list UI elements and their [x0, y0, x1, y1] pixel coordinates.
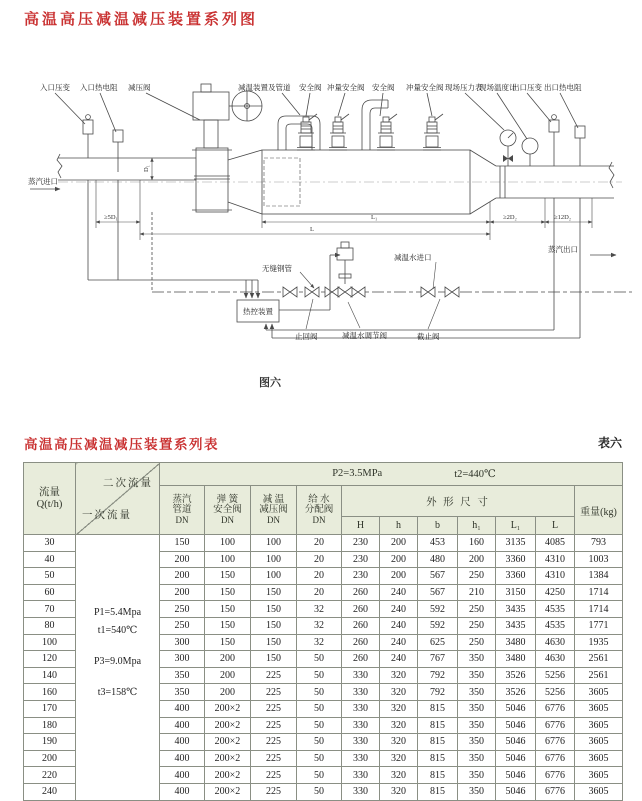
table-cell-value: 320 [380, 684, 418, 701]
flow-q-value: 50 [24, 568, 76, 585]
table-cell-value: 160 [458, 535, 496, 552]
table-cell-value: 250 [458, 568, 496, 585]
label-impulse-safety-valve-2: 冲量安全阀 [406, 83, 444, 92]
table-cell-value: 200×2 [205, 700, 251, 717]
table-cell-value: 767 [418, 651, 458, 668]
table-cell-value: 3605 [575, 717, 623, 734]
table-cell-value: 5046 [496, 717, 536, 734]
table-cell-value: 100 [251, 535, 297, 552]
table-cell-value: 50 [297, 651, 342, 668]
col-header-spring-safety-valve-dn: 弹 簧 安全阀 DN [205, 486, 251, 535]
label-outlet-pressure-transmitter: 出口压变 [512, 83, 542, 92]
site-pressure-gauge-symbol [465, 93, 516, 166]
table-cell-value: 320 [380, 717, 418, 734]
col-header-h: h [380, 517, 418, 535]
table-cell-value: 1384 [575, 568, 623, 585]
table-cell-value: 330 [342, 750, 380, 767]
table-cell-value: 200 [205, 651, 251, 668]
table-cell-value: 20 [297, 584, 342, 601]
table-cell-value: 330 [342, 667, 380, 684]
table-cell-value: 200 [380, 535, 418, 552]
inlet-pressure-transmitter-symbol [55, 93, 93, 158]
water-regulating-valve-symbol [337, 242, 353, 297]
flow-q-value: 160 [24, 684, 76, 701]
table-cell-value: 625 [418, 634, 458, 651]
flow-q-value: 180 [24, 717, 76, 734]
table-cell-value: 330 [342, 717, 380, 734]
table-cell-value: 330 [342, 767, 380, 784]
table-cell-value: 6776 [536, 750, 575, 767]
table-cell-value: 50 [297, 783, 342, 800]
table-cell-value: 792 [418, 684, 458, 701]
table-cell-value: 250 [160, 617, 205, 634]
table-cell-value: 6776 [536, 734, 575, 751]
table-cell-value: 100 [205, 535, 251, 552]
table-cell-value: 5046 [496, 783, 536, 800]
table-cell-value: 3480 [496, 634, 536, 651]
table-cell-value: 815 [418, 700, 458, 717]
table-cell-value: 225 [251, 734, 297, 751]
table-cell-value: 240 [380, 651, 418, 668]
label-thermal-control-device: 热控装置 [243, 307, 273, 316]
table-cell-value: 210 [458, 584, 496, 601]
table-cell-value: 250 [458, 601, 496, 618]
table-cell-value: 200×2 [205, 783, 251, 800]
table-cell-value: 3435 [496, 601, 536, 618]
table-cell-value: 815 [418, 734, 458, 751]
table-cell-value: 225 [251, 667, 297, 684]
table-cell-value: 240 [380, 634, 418, 651]
table-cell-value: 5256 [536, 667, 575, 684]
table-cell-value: 567 [418, 584, 458, 601]
table-cell-value: 350 [458, 783, 496, 800]
table-cell-value: 260 [342, 617, 380, 634]
label-safety-valve-1: 安全阀 [299, 83, 322, 92]
table-cell-value: 330 [342, 783, 380, 800]
primary-param: t3=158℃ [97, 687, 138, 699]
table-cell-value: 225 [251, 767, 297, 784]
table-title-row [24, 433, 622, 451]
table-cell-value: 4250 [536, 584, 575, 601]
label-pressure-reducing-valve: 减压阀 [128, 83, 151, 92]
safety-valve-1-symbol [297, 93, 317, 150]
table-cell-value: 150 [205, 584, 251, 601]
figure-caption: 图六 [259, 377, 281, 389]
table-cell-value: 6776 [536, 783, 575, 800]
table-cell-value: 3360 [496, 551, 536, 568]
table-cell-value: 3605 [575, 684, 623, 701]
label-steam-inlet: 蒸汽进口 [28, 177, 58, 186]
table-cell-value: 150 [251, 601, 297, 618]
table-cell-value: 792 [418, 667, 458, 684]
t2-condition: t2=440℃ [454, 469, 496, 480]
dim-inlet-5d: ≥5D₁ [104, 214, 118, 221]
flow-q-value: 40 [24, 551, 76, 568]
table-cell-value: 230 [342, 568, 380, 585]
table-cell-value: 350 [458, 734, 496, 751]
table-cell-value: 200 [205, 684, 251, 701]
table-cell-value: 2561 [575, 651, 623, 668]
table-cell-value: 400 [160, 750, 205, 767]
table-cell-value: 200 [160, 584, 205, 601]
label-steam-outlet: 蒸汽出口 [548, 245, 578, 254]
table-cell-value: 3435 [496, 617, 536, 634]
table-cell-value: 225 [251, 684, 297, 701]
table-cell-value: 150 [205, 634, 251, 651]
table-cell-value: 3605 [575, 783, 623, 800]
table-cell-value: 150 [251, 651, 297, 668]
safety-valve-2-symbol [362, 93, 397, 150]
table-cell-value: 4310 [536, 568, 575, 585]
flow-q-value: 60 [24, 584, 76, 601]
label-impulse-safety-valve-1: 冲量安全阀 [327, 83, 365, 92]
table-cell-value: 230 [342, 535, 380, 552]
flow-q-value: 170 [24, 700, 76, 717]
table-cell-value: 20 [297, 535, 342, 552]
table-cell-value: 453 [418, 535, 458, 552]
label-seamless-pipe: 无缝钢管 [262, 264, 292, 273]
table-cell-value: 260 [342, 601, 380, 618]
water-line-valves [283, 287, 459, 297]
dimension-lines [96, 158, 592, 240]
table-cell-value: 150 [205, 601, 251, 618]
table-tag: 表六 [597, 436, 622, 450]
label-check-valve: 止回阀 [295, 332, 318, 341]
table-cell-value: 200 [458, 551, 496, 568]
table-cell-value: 3605 [575, 750, 623, 767]
table-cell-value: 400 [160, 717, 205, 734]
flow-header-line2: Q(t/h) [36, 498, 63, 510]
table-cell-value: 3480 [496, 651, 536, 668]
table-cell-value: 50 [297, 717, 342, 734]
table-cell-value: 100 [251, 551, 297, 568]
table-cell-value: 150 [205, 568, 251, 585]
table-cell-value: 6776 [536, 717, 575, 734]
table-cell-value: 480 [418, 551, 458, 568]
table-title: 高温高压减温减压装置系列表 [24, 437, 219, 452]
table-cell-value: 3526 [496, 684, 536, 701]
outlet-rtd-symbol [560, 93, 585, 166]
table-cell-value: 350 [160, 684, 205, 701]
table-cell-value: 150 [205, 617, 251, 634]
table-cell-value: 1714 [575, 601, 623, 618]
table-cell-value: 815 [418, 767, 458, 784]
table-cell-value: 320 [380, 783, 418, 800]
table-cell-value: 4310 [536, 551, 575, 568]
inlet-rtd-symbol [100, 93, 123, 172]
dim-pipe-d1: D₁ [143, 165, 150, 172]
diagram-svg [0, 62, 642, 372]
table-cell-value: 4535 [536, 601, 575, 618]
table-cell-value: 320 [380, 767, 418, 784]
table-cell-value: 1714 [575, 584, 623, 601]
table-cell-value: 50 [297, 667, 342, 684]
condition-header [160, 463, 623, 486]
table-cell-value: 5256 [536, 684, 575, 701]
flow-q-value: 30 [24, 535, 76, 552]
label-site-pressure-gauge: 现场压力表 [445, 83, 483, 92]
primary-param: t1=540℃ [97, 625, 138, 637]
table-cell-value: 1771 [575, 617, 623, 634]
table-cell-value: 150 [160, 535, 205, 552]
series-table [23, 462, 623, 801]
table-cell-value: 3135 [496, 535, 536, 552]
table-cell-value: 815 [418, 717, 458, 734]
secondary-flow-label: 二次流量 [103, 478, 153, 489]
table-cell-value: 240 [380, 617, 418, 634]
table-cell-value: 240 [380, 601, 418, 618]
table-cell-value: 3605 [575, 700, 623, 717]
col-header-b: b [418, 517, 458, 535]
p2-condition: P2=3.5MPa [332, 468, 383, 479]
table-cell-value: 225 [251, 750, 297, 767]
col-group-outline-dimensions: 外 形 尺 寸 [342, 486, 575, 517]
col-header-reducing-valve-dn: 减 温 减压阀 DN [251, 486, 297, 535]
table-cell-value: 200×2 [205, 717, 251, 734]
table-cell-value: 150 [251, 634, 297, 651]
impulse-safety-valve-1-symbol [329, 93, 349, 150]
flow-q-value: 200 [24, 750, 76, 767]
table-cell-value: 2561 [575, 667, 623, 684]
dim-l1: L₁ [371, 214, 378, 221]
table-cell-value: 5046 [496, 767, 536, 784]
table-cell-value: 250 [458, 617, 496, 634]
table-cell-value: 6776 [536, 700, 575, 717]
flow-q-value: 240 [24, 783, 76, 800]
table-cell-value: 200 [380, 551, 418, 568]
pressure-reducing-valve-symbol [146, 84, 262, 212]
table-cell-value: 250 [160, 601, 205, 618]
outlet-pressure-transmitter-symbol [527, 93, 559, 166]
dim-l: L [310, 226, 314, 233]
label-inlet-pressure-transmitter: 入口压变 [40, 83, 70, 92]
table-row [24, 535, 623, 552]
desuperheater-piping-symbol [278, 93, 320, 150]
table-cell-value: 320 [380, 750, 418, 767]
flow-q-value: 220 [24, 767, 76, 784]
table-cell-value: 400 [160, 767, 205, 784]
table-cell-value: 230 [342, 551, 380, 568]
table-cell-value: 240 [380, 584, 418, 601]
primary-param: P1=5.4Mpa [93, 607, 142, 619]
col-header-h1: h₁ [458, 517, 496, 535]
table-cell-value: 32 [297, 601, 342, 618]
table-cell-value: 400 [160, 734, 205, 751]
label-water-inlet: 减温水进口 [394, 253, 432, 262]
table-cell-value: 400 [160, 700, 205, 717]
label-stop-valve: 截止阀 [417, 332, 440, 341]
table-cell-value: 567 [418, 568, 458, 585]
label-water-regulating-valve: 减温水调节阀 [342, 331, 387, 340]
table-cell-value: 6776 [536, 767, 575, 784]
col-header-weight: 重量(kg) [575, 486, 623, 535]
table-cell-value: 320 [380, 700, 418, 717]
table-cell-value: 20 [297, 551, 342, 568]
table-cell-value: 200 [160, 568, 205, 585]
label-safety-valve-2: 安全阀 [372, 83, 395, 92]
table-cell-value: 592 [418, 617, 458, 634]
flow-q-value: 140 [24, 667, 76, 684]
table-cell-value: 350 [458, 651, 496, 668]
table-cell-value: 300 [160, 651, 205, 668]
table-cell-value: 32 [297, 617, 342, 634]
table-cell-value: 200 [380, 568, 418, 585]
table-cell-value: 200 [205, 667, 251, 684]
label-desuperheater-piping: 减温装置及管道 [238, 83, 291, 92]
flow-q-value: 100 [24, 634, 76, 651]
table-cell-value: 5046 [496, 700, 536, 717]
table-cell-value: 330 [342, 700, 380, 717]
table-cell-value: 20 [297, 568, 342, 585]
col-header-L1: L₁ [496, 517, 536, 535]
table-cell-value: 200×2 [205, 767, 251, 784]
table-cell-value: 4535 [536, 617, 575, 634]
table-cell-value: 350 [458, 750, 496, 767]
table-cell-value: 5046 [496, 750, 536, 767]
label-site-thermometer: 现场温度计 [479, 83, 517, 92]
flow-header-line1: 流量 [39, 486, 60, 498]
dim-outlet-12d: ≥12D₂ [554, 214, 572, 221]
table-cell-value: 350 [458, 717, 496, 734]
table-cell-value: 260 [342, 651, 380, 668]
table-cell-value: 5046 [496, 734, 536, 751]
table-cell-value: 350 [458, 667, 496, 684]
table-cell-value: 150 [251, 617, 297, 634]
table-cell-value: 1935 [575, 634, 623, 651]
bottom-leaders [300, 262, 440, 329]
table-cell-value: 50 [297, 684, 342, 701]
inlet-pipe [57, 154, 196, 180]
table-cell-value: 225 [251, 700, 297, 717]
label-inlet-rtd: 入口热电阻 [80, 83, 118, 92]
flow-q-value: 70 [24, 601, 76, 618]
primary-param: P3=9.0Mpa [93, 656, 142, 668]
table-cell-value: 300 [160, 634, 205, 651]
table-cell-value: 330 [342, 734, 380, 751]
table-cell-value: 3150 [496, 584, 536, 601]
table-cell-value: 260 [342, 634, 380, 651]
table-cell-value: 4630 [536, 634, 575, 651]
table-cell-value: 200×2 [205, 750, 251, 767]
table-cell-value: 330 [342, 684, 380, 701]
primary-flow-label: 一次流量 [82, 510, 132, 521]
table-cell-value: 50 [297, 734, 342, 751]
col-header-flow [24, 463, 76, 535]
primary-flow-params [76, 535, 160, 801]
table-cell-value: 50 [297, 767, 342, 784]
table-cell-value: 100 [205, 551, 251, 568]
table-cell-value: 260 [342, 584, 380, 601]
impulse-safety-valve-2-symbol [423, 93, 443, 150]
table-cell-value: 350 [458, 767, 496, 784]
table-cell-value: 592 [418, 601, 458, 618]
table-cell-value: 815 [418, 783, 458, 800]
table-cell-value: 4085 [536, 535, 575, 552]
thermal-control-device-symbol [88, 180, 580, 338]
flow-q-value: 120 [24, 651, 76, 668]
assembly-diagram [0, 62, 642, 372]
col-header-water-distribution-valve-dn: 给 水 分配阀 DN [297, 486, 342, 535]
outlet-pipe [496, 162, 614, 198]
page-title: 高温高压减温减压装置系列图 [24, 12, 259, 28]
table-cell-value: 320 [380, 667, 418, 684]
dim-outlet-2d: ≥2D₂ [503, 214, 517, 221]
table-cell-value: 3605 [575, 767, 623, 784]
table-cell-value: 32 [297, 634, 342, 651]
table-cell-value: 200×2 [205, 734, 251, 751]
table-cell-value: 225 [251, 783, 297, 800]
table-cell-value: 3360 [496, 568, 536, 585]
table-cell-value: 793 [575, 535, 623, 552]
table-cell-value: 100 [251, 568, 297, 585]
table-cell-value: 815 [418, 750, 458, 767]
table-cell-value: 4630 [536, 651, 575, 668]
col-header-L: L [536, 517, 575, 535]
table-cell-value: 320 [380, 734, 418, 751]
table-cell-value: 250 [458, 634, 496, 651]
table-cell-value: 1003 [575, 551, 623, 568]
flow-q-value: 80 [24, 617, 76, 634]
col-header-H: H [342, 517, 380, 535]
table-cell-value: 400 [160, 783, 205, 800]
table-cell-value: 50 [297, 750, 342, 767]
table-cell-value: 3605 [575, 734, 623, 751]
table-cell-value: 350 [458, 700, 496, 717]
table-cell-value: 50 [297, 700, 342, 717]
col-header-flow-type [76, 463, 160, 535]
table-cell-value: 225 [251, 717, 297, 734]
table-cell-value: 200 [160, 551, 205, 568]
table-cell-value: 3526 [496, 667, 536, 684]
table-cell-value: 150 [251, 584, 297, 601]
label-outlet-rtd: 出口热电阻 [544, 83, 582, 92]
flow-q-value: 190 [24, 734, 76, 751]
table-cell-value: 350 [160, 667, 205, 684]
table-cell-value: 350 [458, 684, 496, 701]
col-header-steam-pipe-dn: 蒸汽 管道 DN [160, 486, 205, 535]
